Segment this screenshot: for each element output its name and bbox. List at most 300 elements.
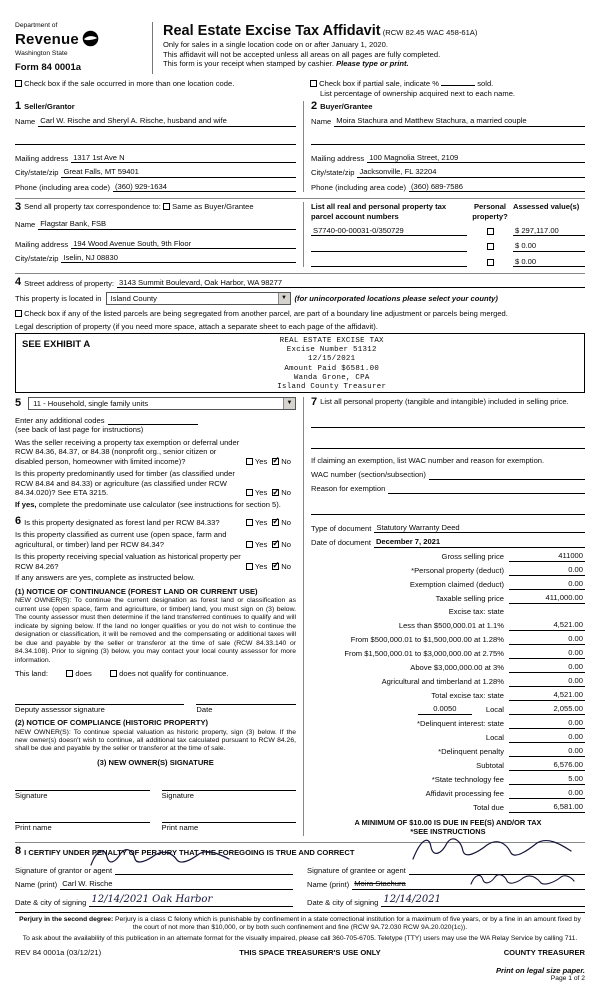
timber-question-text: Is this property predominantly used for timber (as classified under RCW 84.84 and 84.33) or agriculture (as classified under RCW 84.34.020)? See ETA 3215. [15, 469, 235, 498]
no-label: No [281, 517, 291, 527]
doc-type-field[interactable] [374, 523, 585, 533]
yes-label: Yes [254, 488, 268, 498]
tax-label: *Delinquent interest: state [417, 719, 504, 729]
exemption-yes-no [246, 457, 296, 466]
assessed-value-field-1[interactable] [513, 226, 585, 236]
seller-name2-field[interactable] [15, 135, 296, 145]
notice-compliance-body: NEW OWNER(S): To continue special valuation as historic property, sign (3) below. If the new owner(s) doesn't wish to continue, all additional tax calculated pursuant to RCW 84.26, shall be due and payable by the seller or transferor at the time of sale. [15, 728, 296, 753]
tax-row-total-due [311, 802, 585, 812]
tax-value: 0.00 [509, 648, 585, 658]
parcel-table [303, 202, 585, 267]
forest-land-question-text: Is this property designated as forest land per RCW 84.33? [24, 517, 220, 527]
no-label: No [281, 456, 291, 466]
tax-label: Local [485, 733, 504, 743]
segregated-note: Check box if any of the listed parcels are being segregated from another parcel, are part of a boundary line adjustment or parcels being merged. [24, 309, 508, 319]
this-land-label: This land: [15, 669, 48, 679]
correspondence-section [15, 198, 585, 267]
located-in-note: (for unincorporated locations please select your county) [294, 294, 498, 304]
tax-label: Less than $500,000.01 at 1.1% [398, 621, 504, 631]
tax-label: Taxable selling price [435, 594, 504, 604]
partial-sale-label-2: sold. [477, 79, 494, 89]
tax-value: 411,000.00 [509, 593, 585, 603]
tax-row-personal-deduct [311, 565, 585, 575]
section-3-number: 3 [15, 201, 22, 214]
grantee-signature-field[interactable] [409, 865, 585, 875]
section-2-number: 2 [311, 100, 318, 113]
buyer-mailing-label: Mailing address [311, 153, 365, 163]
current-use-yes-checkbox[interactable] [246, 541, 253, 548]
tax-value: 4,521.00 [509, 620, 585, 630]
predominate-use-note [15, 500, 296, 509]
stamp-treasurer-name: Wanda Grone, CPA [293, 373, 370, 382]
seller-city-label: City/state/zip [15, 168, 59, 178]
tax-row-gross [311, 551, 585, 561]
buyer-block [303, 101, 585, 192]
partial-sale-label: Check box if partial sale, indicate % [319, 79, 439, 89]
grantor-date-field[interactable] [89, 894, 293, 908]
additional-codes-note: (see back of last page for instructions) [15, 425, 144, 435]
footer [15, 912, 585, 983]
tax-row-delinquent-interest-state [311, 718, 585, 728]
parcel-number-value-3 [311, 257, 313, 266]
tax-label: Affidavit processing fee [425, 789, 504, 799]
page-number: Page 1 of 2 [550, 975, 585, 983]
forest-yes-no [246, 518, 296, 527]
tax-label: Gross selling price [441, 552, 504, 562]
agency-block [15, 22, 153, 74]
stamp-excise-number: Excise Number 51312 [286, 346, 377, 355]
tax-row-total-state [311, 690, 585, 700]
dept-line2: Washington State [15, 49, 68, 57]
county-dropdown[interactable] [106, 292, 291, 305]
additional-codes-label: Enter any additional codes [15, 415, 105, 425]
tax-value: 4,521.00 [509, 690, 585, 700]
certify-statement: I CERTIFY UNDER PENALTY OF PERJURY THAT THE FOREGOING IS TRUE AND CORRECT [24, 847, 355, 857]
parcel-number-value-2 [311, 241, 313, 250]
seller-name-label: Name [15, 117, 36, 127]
tax-value: 6,581.00 [509, 802, 585, 812]
tax-row-subtotal [311, 760, 585, 770]
tax-value: 411000 [509, 551, 585, 561]
yes-label: Yes [254, 517, 268, 527]
property-section [15, 273, 585, 393]
tax-row-delinquent-penalty [311, 746, 585, 756]
form-header [15, 22, 585, 74]
deputy-date-label: Date [196, 704, 213, 714]
tax-row-tier2 [311, 634, 585, 644]
alt-format-notice: To ask about the availability of this publication in an alternate format for the visually impaired, please call 360-705-6705. Teletype (TTY) users may use the WA Relay Service by calling 711. [22, 934, 578, 942]
grantor-name-print-label: Name (print) [15, 880, 58, 890]
tax-label: *State technology fee [431, 775, 504, 785]
tax-value: 0.00 [509, 788, 585, 798]
exemption-no-checkbox[interactable] [272, 458, 279, 465]
buyer-city-field[interactable] [357, 167, 585, 177]
corr-city-label: City/state/zip [15, 253, 59, 263]
does-not-label: does not qualify for continuance. [119, 669, 229, 679]
grantor-name-value: Carl W. Rische [62, 879, 113, 889]
doc-date-field[interactable] [374, 537, 585, 547]
street-address-field[interactable] [117, 278, 585, 288]
forest-no-checkbox[interactable] [272, 519, 279, 526]
tax-row-tier3 [311, 648, 585, 658]
does-label: does [75, 669, 92, 679]
grantee-date-label: Date & city of signing [307, 897, 379, 907]
buyer-phone-label: Phone (including area code) [311, 182, 406, 192]
seller-city-value: Great Falls, MT 59401 [63, 167, 139, 177]
revenue-logo-icon [82, 30, 99, 49]
chevron-down-icon[interactable]: ▼ [278, 293, 290, 304]
notice-continuance-body: NEW OWNER(S): To continue the current designation as forest land or classification as current use (open space, farm and agriculture, or timber) land, you must sign on (3) below. The county assessor must then determine if the land transferred continues to qualify and will indicate by signing below. If the land no longer qualifies or you do not wish to continue the designation or classification, it will be removed and the compensating or additional taxes will be due and payable by the seller or transferor at the time of sale (RCW 84.33.140 or 84.34.108). Prior to signing (3) below, you may contact your local county assessor for more information. [15, 597, 296, 664]
dept-line1: Department of [15, 22, 58, 29]
deputy-assessor-row [15, 693, 296, 714]
title-rcw: (RCW 82.45 WAC 458-61A) [382, 28, 478, 37]
tax-row-processing-fee [311, 788, 585, 798]
assessed-value-1: $ 297,117.00 [515, 225, 559, 235]
grantor-name-field[interactable] [60, 879, 293, 889]
forest-land-question [15, 516, 296, 527]
section-1-number: 1 [15, 100, 22, 113]
grantee-date-field[interactable] [381, 894, 585, 908]
parcel-number-value: S7740-00-00031-0/350729 [313, 225, 404, 235]
tax-label: From $500,000.01 to $1,500,000.00 at 1.28% [350, 635, 504, 645]
print-name-label: Print name [15, 822, 52, 832]
county-dropdown-value: Island County [110, 294, 157, 304]
corr-name-value: Flagstar Bank, FSB [40, 219, 107, 229]
timber-question [15, 469, 296, 497]
new-owner-print-name-field-1[interactable] [15, 811, 150, 823]
assessed-value-col-header: Assessed value(s) [513, 202, 580, 212]
seller-mailing-field[interactable] [71, 153, 296, 163]
grantor-date-label: Date & city of signing [15, 897, 87, 907]
new-owner-signatures-row [15, 779, 296, 800]
grantee-date-value: 12/14/2021 [383, 893, 441, 905]
header-note-3b: Please type or print. [336, 59, 409, 69]
if-any-yes-note: If any answers are yes, complete as instructed below. [15, 573, 195, 583]
parcel-row [311, 257, 585, 267]
tax-value: 0.00 [509, 634, 585, 644]
does-checkbox[interactable] [66, 670, 73, 677]
print-name-label: Print name [161, 822, 199, 832]
yes-label: Yes [254, 539, 268, 549]
grantee-signature-label: Signature of grantee or agent [307, 865, 406, 875]
timber-yes-no [246, 488, 296, 497]
seller-name-value: Carl W. Rische and Sheryl A. Rische, husband and wife [40, 116, 227, 126]
tax-row-taxable [311, 593, 585, 603]
located-in-label: This property is located in [15, 294, 102, 304]
assessed-value-3: $ 0.00 [515, 256, 537, 266]
tax-value: 0.00 [509, 718, 585, 728]
tax-value: 5.00 [509, 774, 585, 784]
exhibit-reference: SEE EXHIBIT A [22, 339, 91, 351]
notice-compliance-title: (2) NOTICE OF COMPLIANCE (HISTORIC PROPERTY) [15, 718, 209, 728]
wac-number-label: WAC number (section/subsection) [311, 470, 426, 480]
exemption-yes-checkbox[interactable] [246, 458, 253, 465]
personal-property-checkbox-2[interactable] [487, 243, 494, 250]
tax-row-excise-header [311, 607, 585, 616]
sections-5-6 [15, 397, 303, 836]
local-rate-value: 0.0050 [418, 704, 472, 714]
no-label: No [281, 561, 291, 571]
dept-name: Revenue [15, 30, 79, 48]
section-7 [303, 397, 585, 836]
doc-date-label: Date of document [311, 538, 371, 548]
grantor-signature-field[interactable] [115, 865, 293, 875]
exemption-question-text: Was the seller receiving a property tax exemption or deferral under RCW 84.36, 84.37, or 84.38 (nonprofit org., senior citizen or disabled person, homeowner with limited income)? [15, 437, 240, 466]
seller-phone-value: (360) 929-1634 [115, 181, 167, 191]
buyer-phone-field[interactable] [409, 182, 585, 192]
tax-label: Local [485, 705, 504, 715]
parcel-number-field-2[interactable] [311, 241, 467, 251]
header-note-1: Only for sales in a single location code on or after January 1, 2020. [163, 40, 388, 50]
section-7-number: 7 [311, 396, 318, 409]
treasurer-stamp [277, 337, 386, 391]
current-use-yes-no [246, 540, 296, 549]
tax-value: 0.00 [509, 579, 585, 589]
legal-description-box[interactable] [15, 333, 585, 393]
chevron-down-icon[interactable]: ▼ [283, 398, 295, 409]
tax-row-tier1 [311, 620, 585, 630]
historic-yes-no [246, 562, 296, 571]
personal-property-checkbox-1[interactable] [487, 228, 494, 235]
corr-name-label: Name [15, 220, 36, 230]
tax-label: Total due [473, 803, 504, 813]
tax-value: 2,055.00 [509, 704, 585, 714]
grantee-name-field[interactable] [352, 879, 585, 889]
buyer-name2-field[interactable] [311, 135, 585, 145]
corr-city-field[interactable] [61, 253, 296, 263]
buyer-city-value: Jacksonville, FL 32204 [359, 167, 437, 177]
seller-phone-field[interactable] [113, 182, 296, 192]
additional-codes-field[interactable] [108, 415, 198, 425]
historic-question-text: Is this property receiving special valuation as historical property per RCW 84.26? [15, 552, 241, 571]
tax-value [509, 608, 585, 617]
stamp-title: REAL ESTATE EXCISE TAX [279, 337, 384, 346]
personal-property-checkbox-3[interactable] [487, 259, 494, 266]
exemption-reason-label: Reason for exemption [311, 484, 386, 494]
current-use-question-text: Is this property classified as current use (open space, farm and agricultural, or timber) land per RCW 84.34? [15, 530, 227, 549]
exemption-reason-line-2[interactable] [311, 503, 585, 515]
parcel-col-header: List all real and personal property tax parcel account numbers [311, 202, 447, 221]
tax-value: 0.00 [509, 676, 585, 686]
yes-label: Yes [254, 561, 268, 571]
current-use-no-checkbox[interactable] [272, 541, 279, 548]
buyer-name-label: Name [311, 117, 332, 127]
historic-no-checkbox[interactable] [272, 563, 279, 570]
new-owners-signature-title: (3) NEW OWNER(S) SIGNATURE [97, 757, 214, 767]
does-not-checkbox[interactable] [110, 670, 117, 677]
new-owner-print-name-field-2[interactable] [162, 811, 297, 823]
personal-property-col-header: Personal property? [472, 202, 508, 221]
tax-value: 0.00 [509, 565, 585, 575]
tax-label: Subtotal [476, 761, 504, 771]
buyer-name-value: Moira Stachura and Matthew Stachura, a married couple [336, 116, 527, 126]
partial-sale-percent-field[interactable] [441, 85, 475, 86]
corr-mailing-field[interactable] [71, 239, 296, 249]
multi-location-checkbox[interactable] [15, 80, 22, 87]
tax-row-technology-fee [311, 774, 585, 784]
seller-phone-label: Phone (including area code) [15, 182, 110, 192]
buyer-city-label: City/state/zip [311, 168, 355, 178]
seller-name-field[interactable] [38, 116, 296, 126]
section-8-number: 8 [15, 845, 22, 858]
parcel-row [311, 241, 585, 251]
if-yes-bold: If yes, [15, 499, 37, 509]
partial-sale-check [303, 79, 585, 98]
notice-continuance-title: (1) NOTICE OF CONTINUANCE (FOREST LAND OR CURRENT USE) [15, 586, 258, 596]
section-6-number: 6 [15, 515, 22, 528]
personal-property-line-2[interactable] [311, 437, 585, 449]
land-use-dropdown[interactable] [28, 397, 296, 410]
exemption-reason-field[interactable] [388, 484, 585, 494]
assessed-value-2: $ 0.00 [515, 241, 537, 251]
segregated-checkbox[interactable] [15, 310, 22, 317]
tax-row-exemption-deduct [311, 579, 585, 589]
stamp-date: 12/15/2021 [308, 355, 356, 364]
rev-number: REV 84 0001a (03/12/21) [15, 948, 102, 958]
land-qualify-row [15, 669, 296, 678]
timber-yes-checkbox[interactable] [246, 489, 253, 496]
buyer-name-field[interactable] [334, 116, 585, 126]
historic-yes-checkbox[interactable] [246, 563, 253, 570]
multi-location-check [15, 79, 303, 98]
perjury-bold: Perjury in the second degree: [19, 916, 114, 924]
minimum-due-note: A MINIMUM OF $10.00 IS DUE IN FEE(S) AND/OR TAX [354, 817, 542, 827]
perjury-text: Perjury is a class C felony which is punishable by confinement in a state correctional institution for a maximum of five years, or by a fine in an amount fixed by the court of not more than $10,000, or by both such confinement and fine (RCW 9A.72.030 RCW 9A.20.020(1c)). [113, 916, 581, 932]
perjury-notice [15, 916, 585, 933]
header-note-3 [163, 59, 585, 68]
new-owner-signature-field-1[interactable] [15, 779, 150, 791]
page-title: Real Estate Excise Tax Affidavit [163, 23, 381, 39]
see-instructions-note: *SEE INSTRUCTIONS [410, 826, 486, 836]
tax-label: Exemption claimed (deduct) [409, 580, 504, 590]
corr-city-value: Iselin, NJ 08830 [63, 252, 118, 262]
buyer-mailing-value: 100 Magnolia Street, 2109 [369, 152, 459, 162]
forest-yes-checkbox[interactable] [246, 519, 253, 526]
tax-label: Above $3,000,000.00 at 3% [410, 663, 504, 673]
tax-value: 0.00 [509, 732, 585, 742]
grantee-name-value: Moira Stachura [354, 879, 406, 889]
tax-value: 6,576.00 [509, 760, 585, 770]
parcel-row [311, 226, 585, 236]
middle-columns [15, 397, 585, 836]
legal-description-label: Legal description of property (if you need more space, attach a separate sheet to each page of the affidavit). [15, 321, 378, 331]
new-owner-signature-field-2[interactable] [162, 779, 297, 791]
exemption-claim-label: If claiming an exemption, list WAC number and reason for exemption. [311, 456, 545, 466]
signature-label: Signature [161, 791, 195, 801]
seller-mailing-value: 1317 1st Ave N [73, 152, 125, 162]
correspondence-intro: Send all property tax correspondence to: [24, 202, 161, 212]
grantor-signature-label: Signature of grantor or agent [15, 865, 113, 875]
doc-type-value: Statutory Warranty Deed [376, 522, 460, 532]
tax-label: Total excise tax: state [431, 691, 504, 701]
treasurer-space-label: THIS SPACE TREASURER'S USE ONLY [239, 948, 381, 958]
tax-label: *Personal property (deduct) [411, 566, 504, 576]
tax-row-tier4 [311, 662, 585, 672]
yes-label: Yes [254, 456, 268, 466]
deputy-signature-label: Deputy assessor signature [15, 704, 105, 714]
corr-name-field[interactable] [38, 219, 296, 229]
seller-title: Seller/Grantor [24, 102, 75, 112]
title-block [163, 22, 585, 74]
doc-date-value: December 7, 2021 [375, 537, 441, 547]
grantee-signing-block [307, 861, 585, 907]
same-as-buyer-checkbox[interactable] [163, 203, 170, 210]
corr-mailing-label: Mailing address [15, 239, 69, 249]
partial-sale-checkbox[interactable] [310, 80, 317, 87]
legal-size-note: Print on legal size paper. [495, 965, 585, 975]
certification-section [15, 842, 585, 907]
tax-row-delinquent-interest-local [311, 732, 585, 742]
current-use-question [15, 530, 296, 549]
assessed-value-field-2[interactable] [513, 241, 585, 251]
parties-section [15, 101, 585, 192]
seller-city-field[interactable] [61, 167, 296, 177]
buyer-phone-value: (360) 689-7586 [411, 181, 463, 191]
assessed-value-field-3[interactable] [513, 257, 585, 267]
doc-type-label: Type of document [311, 523, 372, 533]
tax-label: Excise tax: state [448, 607, 504, 617]
street-address-value: 3143 Summit Boulevard, Oak Harbor, WA 98277 [119, 277, 283, 287]
personal-property-line-1[interactable] [311, 416, 585, 428]
deputy-date-field[interactable] [196, 693, 296, 705]
tax-label: Agricultural and timberland at 1.28% [381, 677, 504, 687]
street-address-label: Street address of property: [24, 278, 115, 288]
tax-value: 0.00 [509, 662, 585, 672]
tax-row-local [311, 704, 585, 714]
parcel-number-field[interactable] [311, 226, 467, 236]
exemption-question [15, 438, 296, 466]
if-yes-rest: complete the predominate use calculator (see instructions for section 5). [36, 499, 281, 509]
form-number: Form 84 0001a [15, 62, 82, 74]
signature-label: Signature [15, 791, 48, 801]
multi-location-label: Check box if the sale occurred in more than one location code. [24, 79, 235, 89]
wac-number-field[interactable] [429, 470, 585, 480]
same-as-buyer-label: Same as Buyer/Grantee [172, 202, 254, 212]
header-note-2: This affidavit will not be accepted unless all areas on all pages are fully completed. [163, 49, 441, 59]
buyer-mailing-field[interactable] [367, 153, 585, 163]
tax-value: 0.00 [509, 746, 585, 756]
seller-block [15, 101, 303, 192]
header-note-3a: This form is your receipt when stamped by cashier. [163, 59, 334, 69]
buyer-title: Buyer/Grantee [320, 102, 373, 112]
new-owner-print-names-row [15, 811, 296, 832]
grantor-signing-block [15, 861, 293, 907]
corr-mailing-value: 194 Wood Avenue South, 9th Floor [73, 238, 192, 248]
top-checkboxes [15, 79, 585, 98]
grantor-date-value: 12/14/2021 Oak Harbor [91, 893, 213, 905]
historic-question [15, 552, 296, 571]
stamp-amount-paid: Amount Paid $6581.00 [284, 364, 380, 373]
county-treasurer-label: COUNTY TREASURER [503, 948, 585, 958]
parcel-number-field-3[interactable] [311, 257, 467, 267]
grantee-name-print-label: Name (print) [307, 880, 350, 890]
percentage-note: List percentage of ownership acquired next to each name. [320, 88, 516, 98]
no-label: No [281, 539, 291, 549]
no-label: No [281, 488, 291, 498]
seller-mailing-label: Mailing address [15, 153, 69, 163]
tax-row-agricultural [311, 676, 585, 686]
tax-label: *Delinquent penalty [438, 747, 504, 757]
stamp-treasurer-title: Island County Treasurer [277, 382, 387, 391]
correspondence-block [15, 202, 303, 267]
land-use-dropdown-value: 11 - Household, single family units [33, 399, 149, 409]
deputy-signature-field[interactable] [15, 693, 184, 705]
tax-label: From $1,500,000.01 to $3,000,000.00 at 2.75% [344, 649, 504, 659]
timber-no-checkbox[interactable] [272, 489, 279, 496]
section-4-number: 4 [15, 276, 22, 289]
section-5-number: 5 [15, 397, 22, 410]
personal-property-intro: List all personal property (tangible and intangible) included in selling price. [320, 397, 569, 407]
